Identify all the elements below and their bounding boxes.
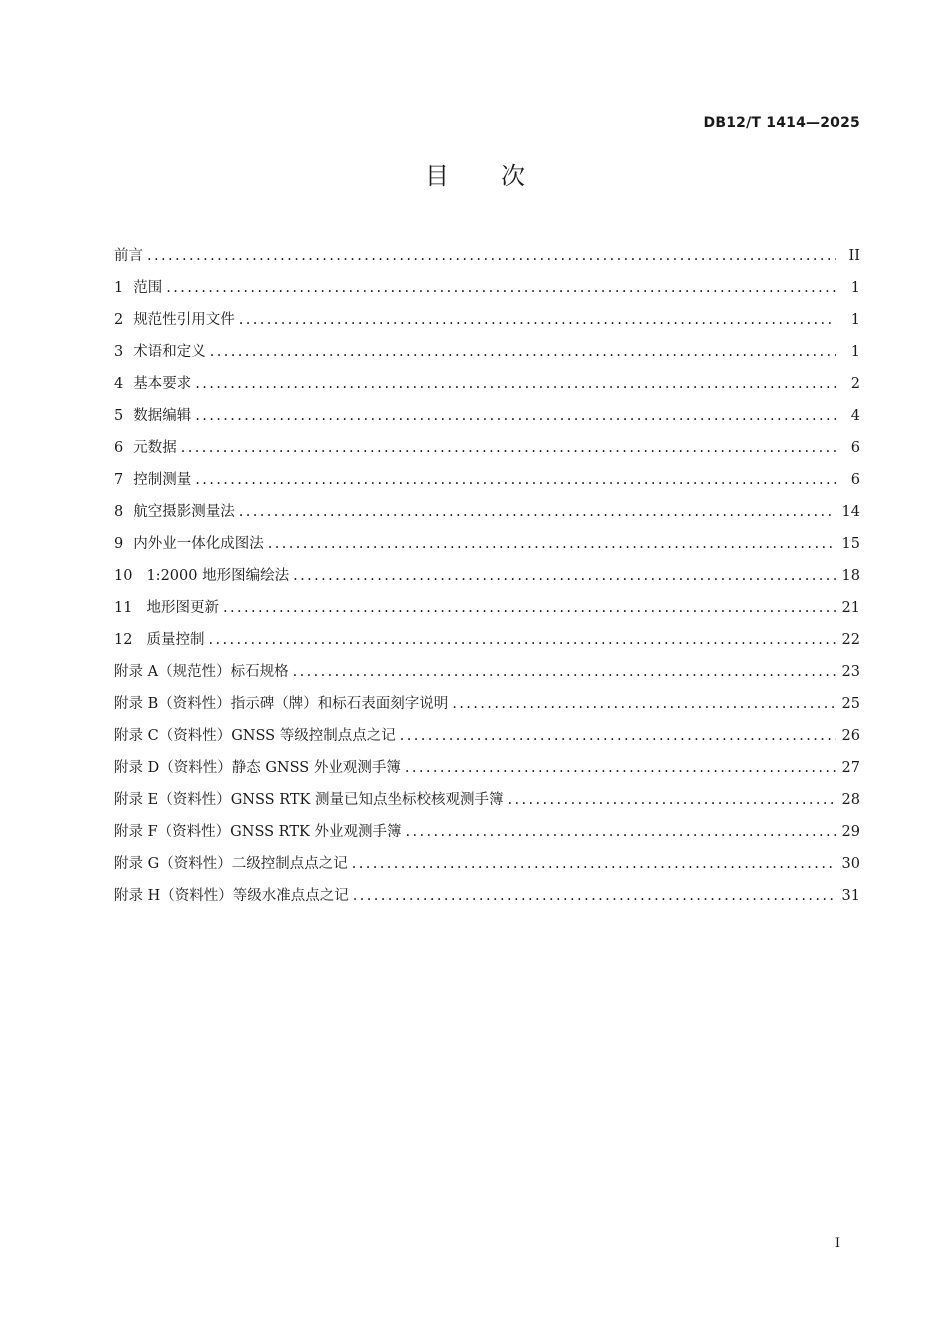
toc-entry-page: 15 — [841, 536, 860, 552]
toc-dot-leader — [166, 275, 836, 302]
toc-entry-label: GNSS RTK 外业观测手簿 — [230, 824, 402, 840]
toc-entry-number: 6 — [114, 440, 124, 456]
toc-entry-12[interactable] — [114, 627, 860, 659]
toc-entry-10[interactable] — [114, 563, 860, 595]
toc-entry-8[interactable] — [114, 499, 860, 531]
toc-entry-page: 31 — [841, 888, 860, 904]
toc-entry-appendix-b[interactable] — [114, 691, 860, 723]
toc-appendix-prefix: 附录 H（资料性） — [114, 888, 233, 904]
toc-entry-3[interactable] — [114, 339, 860, 371]
toc-entry-7[interactable] — [114, 467, 860, 499]
toc-entry-label: 等级水准点点之记 — [232, 888, 349, 904]
toc-entry-foreword[interactable] — [114, 243, 860, 275]
page-title: 目次 — [425, 162, 577, 190]
toc-entry-page: 29 — [841, 824, 860, 840]
toc-entry-page: 1 — [850, 344, 860, 360]
toc-entry-label: 质量控制 — [146, 632, 205, 648]
toc-entry-label: 基本要求 — [133, 376, 192, 392]
toc-entry-label: 控制测量 — [133, 472, 192, 488]
toc-appendix-prefix: 附录 A（规范性） — [114, 664, 231, 680]
toc-entry-page: 1 — [850, 280, 860, 296]
toc-entry-label: 1:2000 地形图编绘法 — [146, 568, 290, 584]
toc-entry-page: 2 — [850, 376, 860, 392]
toc-entry-4[interactable] — [114, 371, 860, 403]
toc-entry-appendix-g[interactable] — [114, 851, 860, 883]
toc-entry-appendix-c[interactable] — [114, 723, 860, 755]
toc-entry-label: GNSS RTK 测量已知点坐标校核观测手簿 — [230, 792, 504, 808]
toc-entry-number: 3 — [114, 344, 124, 360]
toc-dot-leader — [223, 595, 836, 622]
table-of-contents — [114, 243, 860, 915]
toc-entry-page: 4 — [850, 408, 860, 424]
toc-appendix-prefix: 附录 E（资料性） — [114, 792, 231, 808]
toc-entry-number: 8 — [114, 504, 124, 520]
toc-entry-appendix-a[interactable] — [114, 659, 860, 691]
page-number: I — [834, 1236, 840, 1251]
toc-entry-appendix-f[interactable] — [114, 819, 860, 851]
toc-entry-number: 10 — [114, 568, 133, 584]
toc-entry-number: 12 — [114, 632, 133, 648]
toc-appendix-prefix: 附录 F（资料性） — [114, 824, 231, 840]
toc-entry-label: 地形图更新 — [146, 600, 219, 616]
toc-entry-page: 1 — [850, 312, 860, 328]
document-code: DB12/T 1414—2025 — [703, 115, 860, 131]
toc-entry-appendix-h[interactable] — [114, 883, 860, 915]
toc-entry-page: 25 — [841, 696, 860, 712]
toc-dot-leader — [195, 467, 836, 494]
toc-dot-leader — [405, 755, 836, 782]
toc-entry-6[interactable] — [114, 435, 860, 467]
toc-entry-number: 5 — [114, 408, 124, 424]
toc-dot-leader — [239, 307, 836, 334]
toc-entry-number: 9 — [114, 536, 124, 552]
toc-dot-leader — [400, 723, 836, 750]
toc-entry-11[interactable] — [114, 595, 860, 627]
toc-entry-number: 7 — [114, 472, 124, 488]
toc-entry-appendix-e[interactable] — [114, 787, 860, 819]
toc-dot-leader — [452, 691, 835, 718]
toc-dot-leader — [353, 883, 836, 910]
toc-entry-label: 规范性引用文件 — [133, 312, 235, 328]
toc-entry-page: 18 — [841, 568, 860, 584]
toc-entry-label: 术语和定义 — [133, 344, 206, 360]
toc-dot-leader — [181, 435, 836, 462]
toc-entry-label: 指示碑（牌）和标石表面刻字说明 — [230, 696, 449, 712]
toc-dot-leader — [210, 339, 836, 366]
toc-entry-page: 6 — [850, 472, 860, 488]
toc-dot-leader — [195, 403, 836, 430]
toc-entry-number: 2 — [114, 312, 124, 328]
toc-entry-page: 22 — [841, 632, 860, 648]
toc-entry-label: 范围 — [133, 280, 163, 296]
toc-entry-5[interactable] — [114, 403, 860, 435]
toc-appendix-prefix: 附录 D（资料性） — [114, 760, 232, 776]
toc-entry-label: 标石规格 — [230, 664, 289, 680]
toc-dot-leader — [195, 371, 836, 398]
toc-appendix-prefix: 附录 G（资料性） — [114, 856, 232, 872]
toc-appendix-prefix: 附录 B（资料性） — [114, 696, 231, 712]
toc-entry-number: 11 — [114, 600, 133, 616]
toc-entry-label: 数据编辑 — [133, 408, 192, 424]
toc-dot-leader — [208, 627, 835, 654]
toc-dot-leader — [268, 531, 836, 558]
toc-appendix-prefix: 附录 C（资料性） — [114, 728, 232, 744]
toc-dot-leader — [405, 819, 835, 846]
toc-dot-leader — [293, 563, 835, 590]
toc-entry-page: 30 — [841, 856, 860, 872]
toc-entry-2[interactable] — [114, 307, 860, 339]
toc-entry-1[interactable] — [114, 275, 860, 307]
toc-entry-page: II — [848, 248, 860, 264]
toc-entry-label: 元数据 — [133, 440, 177, 456]
toc-entry-label: 内外业一体化成图法 — [133, 536, 264, 552]
toc-entry-page: 21 — [841, 600, 860, 616]
toc-entry-label: GNSS 等级控制点点之记 — [231, 728, 396, 744]
toc-entry-label: 静态 GNSS 外业观测手簿 — [231, 760, 401, 776]
toc-entry-page: 23 — [841, 664, 860, 680]
toc-entry-appendix-d[interactable] — [114, 755, 860, 787]
toc-entry-page: 26 — [841, 728, 860, 744]
toc-entry-label: 二级控制点点之记 — [231, 856, 348, 872]
toc-dot-leader — [352, 851, 836, 878]
toc-dot-leader — [293, 659, 836, 686]
toc-entry-page: 14 — [841, 504, 860, 520]
toc-dot-leader — [507, 787, 835, 814]
toc-entry-page: 27 — [841, 760, 860, 776]
toc-entry-label: 前言 — [114, 248, 143, 264]
toc-entry-page: 28 — [841, 792, 860, 808]
toc-entry-9[interactable] — [114, 531, 860, 563]
toc-dot-leader — [239, 499, 836, 526]
toc-entry-label: 航空摄影测量法 — [133, 504, 235, 520]
toc-entry-page: 6 — [850, 440, 860, 456]
toc-dot-leader — [147, 243, 836, 270]
toc-entry-number: 1 — [114, 280, 124, 296]
toc-entry-number: 4 — [114, 376, 124, 392]
